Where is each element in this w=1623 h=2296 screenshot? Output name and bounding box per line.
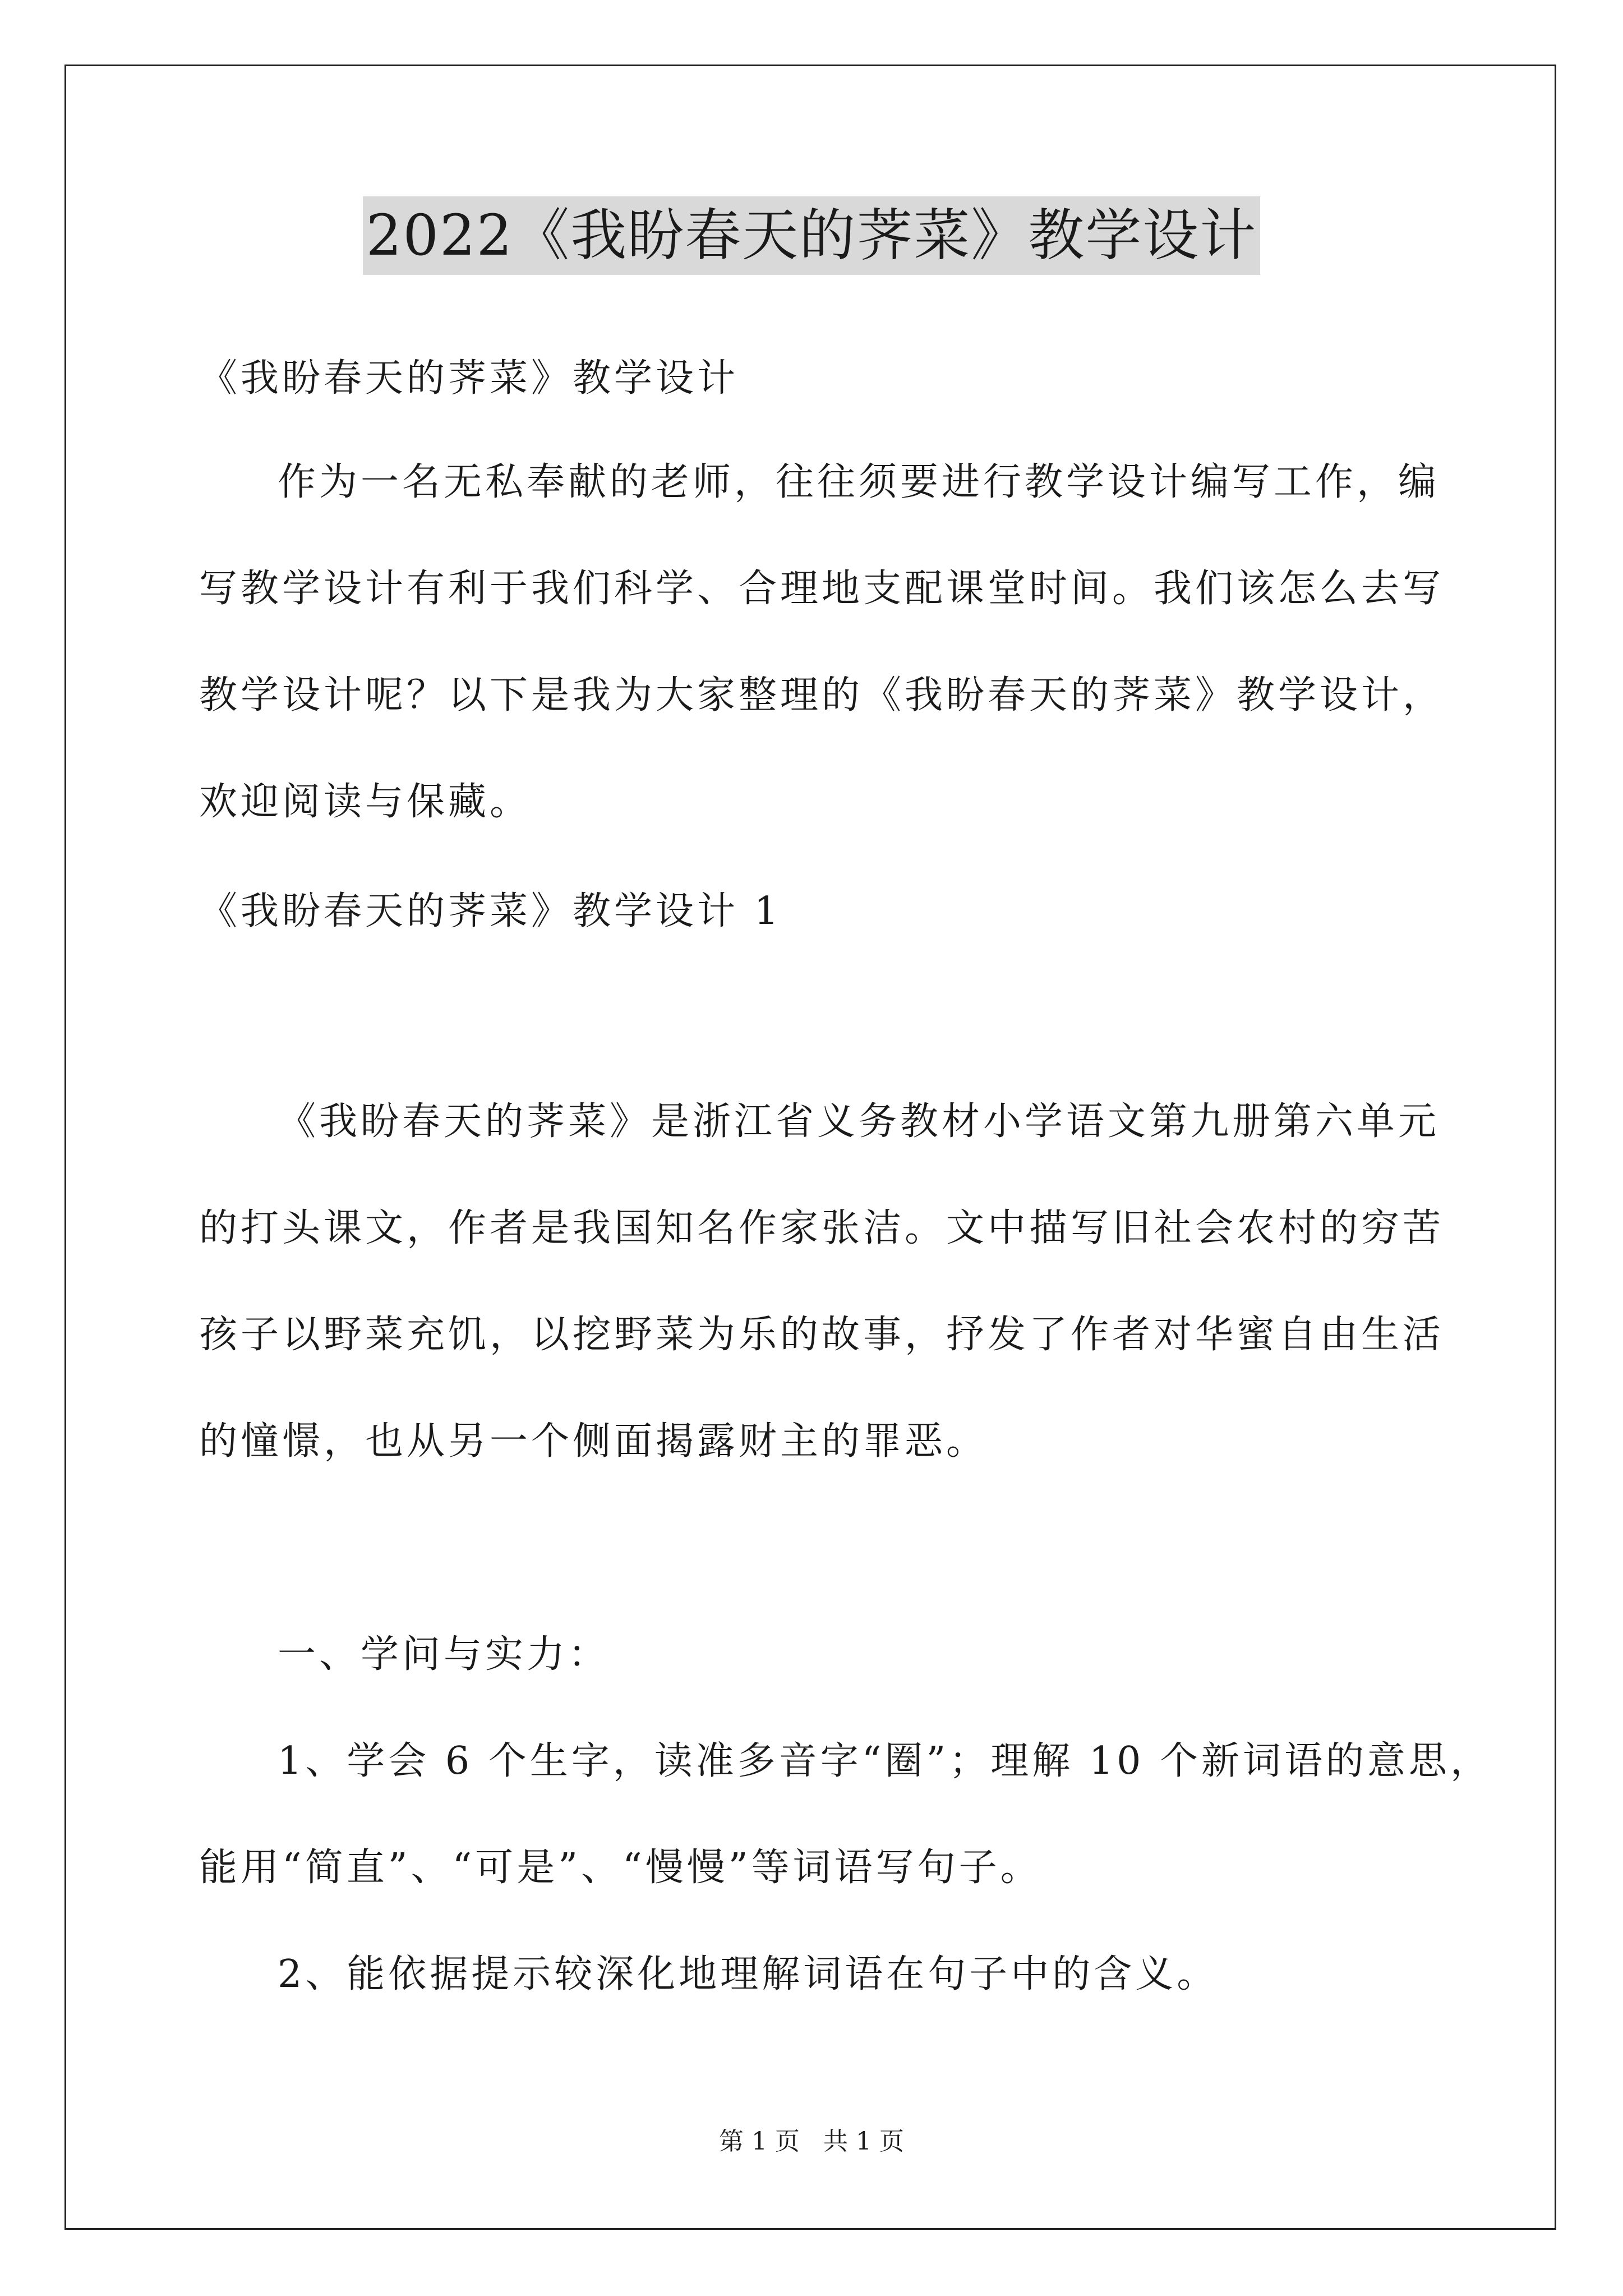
goal-2: 2、能依据提示较深化地理解词语在句子中的含义。 xyxy=(278,1952,1219,1996)
intro-line-4: 欢迎阅读与保藏。 xyxy=(199,780,532,824)
section-heading: 《我盼春天的荠菜》教学设计 1 xyxy=(199,889,782,933)
document-title: 2022《我盼春天的荠菜》教学设计 xyxy=(363,196,1261,275)
body-line-4: 的憧憬，也从另一个侧面揭露财主的罪恶。 xyxy=(199,1419,988,1464)
intro-line-1: 作为一名无私奉献的老师，往往须要进行教学设计编写工作，编 xyxy=(278,460,1440,504)
intro-line-3: 教学设计呢？以下是我为大家整理的《我盼春天的荠菜》教学设计， xyxy=(199,673,1445,717)
body-line-3: 孩子以野菜充饥，以挖野菜为乐的故事，抒发了作者对华蜜自由生活 xyxy=(199,1313,1445,1357)
goal-1-line-2: 能用“简直”、“可是”、“慢慢”等词语写句子。 xyxy=(199,1846,1042,1890)
body-line-1: 《我盼春天的荠菜》是浙江省义务教材小学语文第九册第六单元 xyxy=(278,1099,1440,1144)
goal-1-line-1: 1、学会 6 个生字，读准多音字“圈”；理解 10 个新词语的意思， xyxy=(278,1739,1492,1783)
goals-heading: 一、学问与实力： xyxy=(278,1632,610,1677)
subtitle: 《我盼春天的荠菜》教学设计 xyxy=(199,356,739,401)
body-line-2: 的打头课文，作者是我国知名作家张洁。文中描写旧社会农村的穷苦 xyxy=(199,1206,1445,1250)
page-footer: 第 1 页 共 1 页 xyxy=(719,2127,904,2156)
title-container xyxy=(0,196,1623,275)
intro-line-2: 写教学设计有利于我们科学、合理地支配课堂时间。我们该怎么去写 xyxy=(199,567,1445,611)
